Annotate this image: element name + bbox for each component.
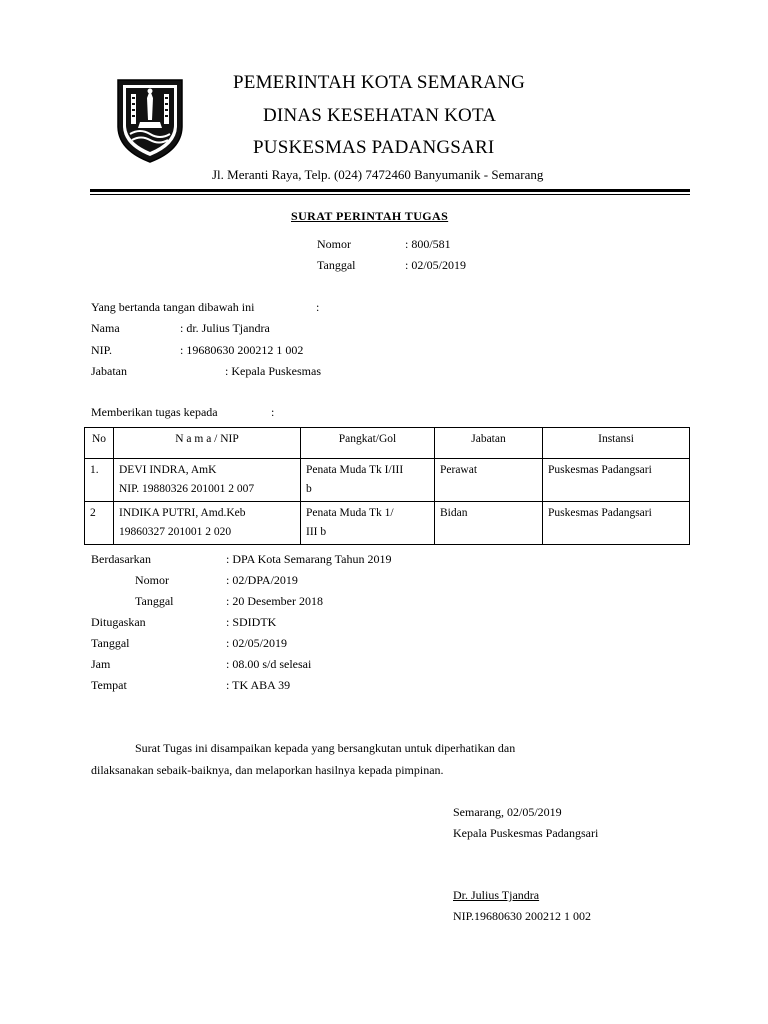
cell-instansi: Puskesmas Padangsari <box>543 459 690 502</box>
task-tanggal-value: : 02/05/2019 <box>226 636 288 650</box>
nomor-value: : 800/581 <box>405 237 451 251</box>
cell-jabatan: Perawat <box>435 459 543 502</box>
body-paragraph-line1: Surat Tugas ini disampaikan kepada yang bersangkutan untuk diperhatikan dan <box>135 741 516 755</box>
semarang-emblem-logo <box>114 76 186 164</box>
cell-pangkat-line1: Penata Muda Tk 1/ <box>306 507 394 519</box>
dpa-nomor-value: : 02/DPA/2019 <box>226 573 298 587</box>
signer-nama-label: Nama <box>91 321 120 335</box>
header-rule-thick <box>90 189 690 192</box>
table-row <box>85 502 690 545</box>
berdasarkan-value: : DPA Kota Semarang Tahun 2019 <box>226 552 392 566</box>
cell-no: 2 <box>85 502 114 545</box>
signer-nama-value: : dr. Julius Tjandra <box>180 321 270 335</box>
table-row <box>85 459 690 502</box>
closing-place-date: Semarang, 02/05/2019 <box>453 805 562 819</box>
header-nama-nip: N a m a / NIP <box>114 428 301 459</box>
jam-label: Jam <box>91 657 111 671</box>
cell-nama-nip <box>114 459 301 502</box>
ditugaskan-value: : SDIDTK <box>226 615 277 629</box>
cell-instansi: Puskesmas Padangsari <box>543 502 690 545</box>
signer-intro-colon: : <box>316 300 320 314</box>
jam-value: : 08.00 s/d selesai <box>226 657 312 671</box>
header-address: Jl. Meranti Raya, Telp. (024) 7472460 Banyumanik - Semarang <box>212 167 544 182</box>
cell-nip: 19860327 201001 2 020 <box>119 526 232 538</box>
body-paragraph-line2: dilaksanakan sebaik-baiknya, dan melaporkan hasilnya kepada pimpinan. <box>91 763 444 777</box>
assignee-table <box>84 427 690 545</box>
dpa-tanggal-value: : 20 Desember 2018 <box>226 594 323 608</box>
nomor-label: Nomor <box>317 237 351 251</box>
header-government: PEMERINTAH KOTA SEMARANG <box>233 72 526 93</box>
tanggal-label: Tanggal <box>317 258 356 272</box>
header-department: DINAS KESEHATAN KOTA <box>263 105 497 126</box>
cell-jabatan: Bidan <box>435 502 543 545</box>
tempat-value: : TK ABA 39 <box>226 678 291 692</box>
header-puskesmas: PUSKESMAS PADANGSARI <box>253 137 495 158</box>
tempat-label: Tempat <box>91 678 127 692</box>
dpa-nomor-label: Nomor <box>135 573 169 587</box>
header-instansi: Instansi <box>543 428 690 459</box>
cell-pangkat-line2: III b <box>306 526 327 538</box>
tanggal-value: : 02/05/2019 <box>405 258 467 272</box>
cell-no: 1. <box>85 459 114 502</box>
signatory-name: Dr. Julius Tjandra <box>453 888 540 902</box>
document-title: SURAT PERINTAH TUGAS <box>291 209 449 223</box>
ditugaskan-label: Ditugaskan <box>91 615 146 629</box>
cell-pangkat-line2: b <box>306 483 312 495</box>
closing-position: Kepala Puskesmas Padangsari <box>453 826 599 840</box>
cell-nama: DEVI INDRA, AmK <box>119 464 217 476</box>
cell-pangkat <box>301 502 435 545</box>
task-tanggal-label: Tanggal <box>91 636 130 650</box>
cell-nama: INDIKA PUTRI, Amd.Keb <box>119 507 246 519</box>
emblem-icon <box>114 76 186 164</box>
header-rule-thin <box>90 194 690 195</box>
signer-jabatan-value: : Kepala Puskesmas <box>225 364 321 378</box>
cell-nip: NIP. 19880326 201001 2 007 <box>119 483 255 495</box>
dpa-tanggal-label: Tanggal <box>135 594 174 608</box>
header-pangkat: Pangkat/Gol <box>301 428 435 459</box>
signer-nip-value: : 19680630 200212 1 002 <box>180 343 304 357</box>
signer-nip-label: NIP. <box>91 343 113 357</box>
header-jabatan: Jabatan <box>435 428 543 459</box>
assign-colon: : <box>271 405 275 419</box>
berdasarkan-label: Berdasarkan <box>91 552 151 566</box>
assign-label: Memberikan tugas kepada <box>91 405 218 419</box>
cell-pangkat <box>301 459 435 502</box>
signer-intro: Yang bertanda tangan dibawah ini <box>91 300 255 314</box>
table-header-row <box>85 428 690 459</box>
cell-pangkat-line1: Penata Muda Tk I/III <box>306 464 404 476</box>
signatory-nip: NIP.19680630 200212 1 002 <box>453 909 592 923</box>
signer-jabatan-label: Jabatan <box>91 364 127 378</box>
cell-nama-nip <box>114 502 301 545</box>
header-no: No <box>85 428 114 459</box>
